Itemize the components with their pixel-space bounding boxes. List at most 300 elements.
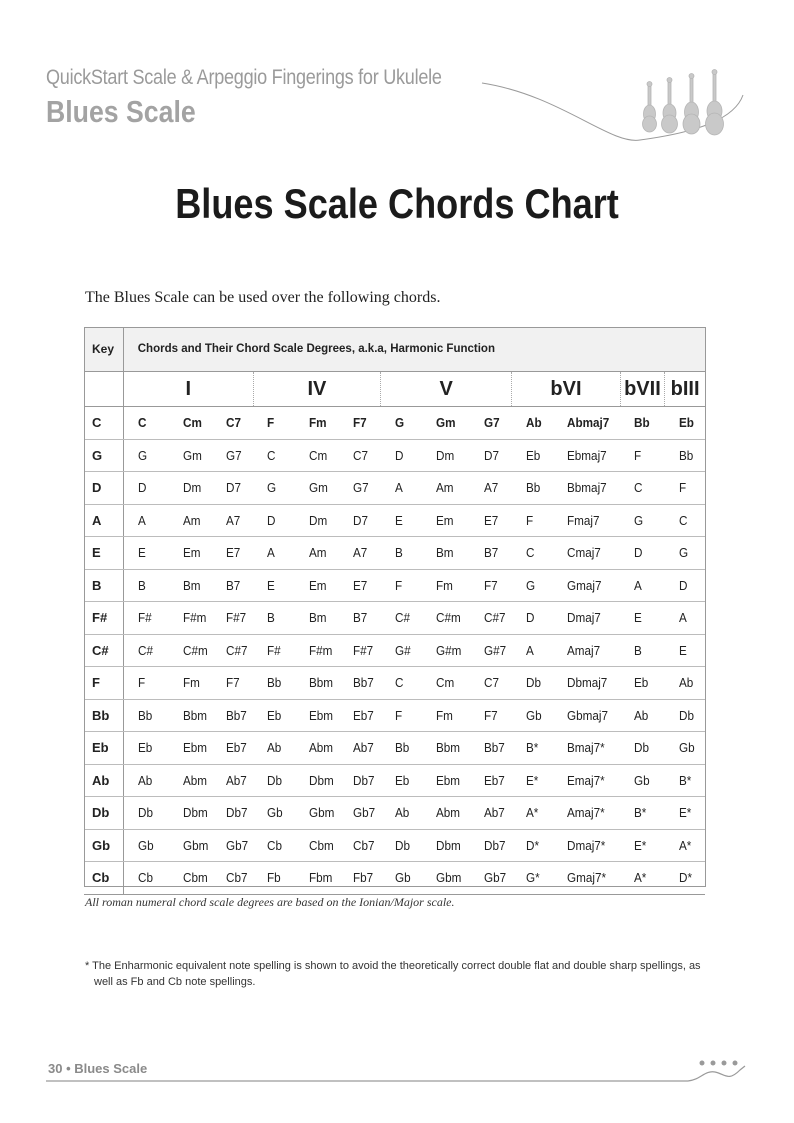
chord-cell: [470, 797, 511, 830]
chord-label: G#: [394, 642, 411, 658]
chord-cell: [339, 407, 380, 440]
chord-cell: [295, 407, 339, 440]
degree-label: V: [381, 372, 512, 407]
chord-cell: [422, 504, 471, 537]
ukulele-icons: [643, 70, 724, 136]
chord-label: Am: [435, 480, 454, 496]
chord-label: A7: [226, 512, 241, 528]
chord-cell: [422, 407, 471, 440]
chord-label: Abm: [182, 772, 207, 788]
chord-cell: [422, 602, 471, 635]
chord-cell: [381, 602, 422, 635]
chord-cell: [553, 797, 620, 830]
chord-label: B*: [525, 740, 539, 756]
chord-label: C#m: [182, 642, 208, 658]
table-row: [84, 407, 705, 440]
table-row: [84, 472, 705, 505]
chord-cell: [553, 699, 620, 732]
chord-cell: [553, 764, 620, 797]
chord-label: Gb: [137, 837, 154, 853]
chord-label: Ab: [525, 415, 542, 431]
chord-cell: [512, 634, 553, 667]
chord-label: Cb: [267, 837, 283, 853]
table-row: [84, 732, 705, 765]
chord-cell: [169, 602, 212, 635]
chord-label: Fm: [182, 675, 200, 691]
chord-label: Ab: [394, 805, 409, 821]
chord-cell: [665, 407, 705, 440]
chord-label: Fb: [267, 870, 282, 886]
chord-cell: [381, 797, 422, 830]
chord-cell: [422, 829, 471, 862]
chord-cell: [512, 537, 553, 570]
chord-cell: [381, 439, 422, 472]
chord-label: Db7: [226, 805, 248, 821]
chord-label: F7: [484, 577, 499, 593]
chord-cell: [123, 439, 168, 472]
chord-cell: [553, 472, 620, 505]
chord-label: Dbm: [182, 805, 208, 821]
chord-label: Ab7: [226, 772, 247, 788]
chord-label: G: [634, 512, 644, 528]
chord-cell: [620, 504, 664, 537]
intro-text: The Blues Scale can be used over the following chords.: [85, 289, 441, 306]
chord-label: Ab7: [353, 740, 374, 756]
chord-cell: [169, 504, 212, 537]
chord-cell: [381, 472, 422, 505]
chord-label: F#m: [308, 642, 333, 658]
chord-label: G: [394, 415, 404, 431]
chord-cell: [620, 537, 664, 570]
chord-cell: [422, 667, 471, 700]
chord-label: B: [137, 577, 146, 593]
row-key: Db: [84, 797, 123, 830]
chord-label: Db: [137, 805, 153, 821]
chord-label: Gbm: [182, 837, 209, 853]
chord-label: Eb: [678, 415, 694, 431]
chord-label: G#7: [484, 642, 507, 658]
chord-cell: [381, 732, 422, 765]
chord-label: Gmaj7*: [567, 870, 607, 886]
chord-cell: [295, 699, 339, 732]
chord-cell: [620, 862, 664, 895]
chord-label: A7: [484, 480, 499, 496]
chord-cell: [620, 764, 664, 797]
chord-label: Bb: [394, 740, 409, 756]
footer-page-label: 30 • Blues Scale: [48, 1061, 148, 1076]
table-row: [84, 829, 705, 862]
chord-label: Ebm: [182, 740, 207, 756]
chord-cell: [339, 829, 380, 862]
chord-cell: [123, 407, 168, 440]
chord-label: A: [137, 512, 146, 528]
table-row: [84, 699, 705, 732]
chord-cell: [620, 829, 664, 862]
chord-cell: [253, 699, 294, 732]
chord-cell: [253, 797, 294, 830]
chord-label: B7: [484, 545, 499, 561]
chord-label: Fmaj7: [567, 512, 600, 528]
chord-cell: [512, 699, 553, 732]
chord-cell: [422, 439, 471, 472]
swoosh-line: [482, 83, 743, 140]
chord-label: Abm: [308, 740, 333, 756]
chord-cell: [553, 602, 620, 635]
chord-label: Gm: [182, 447, 202, 463]
table-row: [84, 797, 705, 830]
chord-label: D: [678, 577, 688, 593]
degree-key-blank: [84, 372, 123, 407]
chord-cell: [665, 829, 705, 862]
chord-label: Fb7: [353, 870, 374, 886]
chord-label: Abm: [435, 805, 460, 821]
chord-cell: [665, 569, 705, 602]
chord-cell: [470, 569, 511, 602]
chord-label: C7: [226, 415, 242, 431]
chord-label: Ab7: [484, 805, 506, 821]
row-key: Eb: [84, 732, 123, 765]
chord-label: Db: [634, 740, 650, 756]
chord-label: Eb: [634, 675, 649, 691]
chord-label: B*: [678, 772, 691, 788]
chord-label: Db: [525, 675, 541, 691]
chord-cell: [295, 667, 339, 700]
chord-cell: [339, 602, 380, 635]
chord-label: Cb7: [353, 837, 375, 853]
row-key: Ab: [84, 764, 123, 797]
chord-cell: [339, 537, 380, 570]
chord-label: A: [267, 545, 276, 561]
chord-cell: [381, 862, 422, 895]
chord-cell: [553, 537, 620, 570]
chord-label: Ab: [678, 675, 693, 691]
chord-label: Db: [394, 837, 410, 853]
chord-cell: [381, 667, 422, 700]
chord-cell: [470, 407, 511, 440]
chord-label: D: [137, 480, 147, 496]
chord-cell: [553, 439, 620, 472]
chord-label: Cb: [137, 870, 153, 886]
chord-cell: [665, 732, 705, 765]
chord-cell: [212, 472, 253, 505]
chord-cell: [212, 504, 253, 537]
chord-cell: [620, 407, 664, 440]
chord-label: Gb: [267, 805, 284, 821]
chord-cell: [253, 472, 294, 505]
chord-cell: [212, 634, 253, 667]
chord-cell: [422, 699, 471, 732]
chord-label: C: [525, 545, 535, 561]
chord-cell: [212, 667, 253, 700]
chord-label: Db7: [484, 837, 506, 853]
row-key: F: [84, 667, 123, 700]
table-row: [84, 764, 705, 797]
chord-cell: [470, 764, 511, 797]
chord-cell: [123, 634, 168, 667]
chord-cell: [169, 569, 212, 602]
chord-label: Bb: [525, 480, 541, 496]
chord-label: F7: [484, 707, 499, 723]
chord-label: C: [678, 512, 688, 528]
chord-label: Db7: [353, 772, 375, 788]
row-key: B: [84, 569, 123, 602]
chord-label: Eb: [267, 707, 282, 723]
chord-cell: [295, 797, 339, 830]
chord-cell: [253, 504, 294, 537]
chord-label: E7: [226, 545, 241, 561]
row-key: Bb: [84, 699, 123, 732]
chord-cell: [422, 797, 471, 830]
table-row: [84, 634, 705, 667]
chord-cell: [123, 537, 168, 570]
chord-label: Db: [267, 772, 283, 788]
chord-label: F7: [226, 675, 240, 691]
chord-label: D*: [525, 837, 539, 853]
chord-cell: [665, 699, 705, 732]
chord-cell: [295, 602, 339, 635]
chapter-title: Blues Scale: [46, 94, 196, 129]
chord-label: A*: [678, 837, 691, 853]
chord-label: F: [394, 577, 402, 593]
chord-label: C: [634, 480, 643, 496]
table-row: [84, 537, 705, 570]
chord-cell: [665, 667, 705, 700]
chord-cell: [422, 569, 471, 602]
chord-label: Gb: [525, 707, 542, 723]
chord-label: A: [634, 577, 643, 593]
chord-cell: [123, 569, 168, 602]
chord-label: A: [394, 480, 403, 496]
chord-cell: [620, 439, 664, 472]
chord-cell: [295, 472, 339, 505]
chord-label: Eb7: [226, 740, 247, 756]
chord-cell: [381, 569, 422, 602]
chord-label: C#m: [435, 610, 461, 626]
chord-label: C#: [394, 610, 410, 626]
chord-label: G: [678, 545, 688, 561]
chord-label: F: [678, 480, 686, 496]
chord-label: Gm: [435, 415, 456, 431]
chord-cell: [470, 504, 511, 537]
chord-cell: [253, 439, 294, 472]
chord-label: G7: [226, 447, 242, 463]
chord-cell: [253, 569, 294, 602]
chord-cell: [169, 634, 212, 667]
table-caption: All roman numeral chord scale degrees are based on the Ionian/Major scale.: [85, 895, 455, 909]
chord-label: G: [137, 447, 147, 463]
chord-cell: [470, 732, 511, 765]
chord-label: C: [394, 675, 403, 691]
chord-cell: [620, 797, 664, 830]
chord-cell: [169, 439, 212, 472]
chord-label: Dbmaj7: [567, 675, 608, 691]
table-header-row: [84, 327, 705, 372]
chord-label: Eb: [137, 740, 153, 756]
chord-label: Fm: [308, 415, 327, 431]
chord-cell: [212, 602, 253, 635]
chord-cell: [253, 634, 294, 667]
chord-cell: [169, 732, 212, 765]
chord-label: Cm: [435, 675, 455, 691]
chord-cell: [253, 862, 294, 895]
chord-label: C: [267, 447, 276, 463]
chord-cell: [212, 407, 253, 440]
chord-label: E: [267, 577, 276, 593]
chord-cell: [665, 504, 705, 537]
chord-label: E7: [484, 512, 499, 528]
chord-cell: [381, 407, 422, 440]
chord-label: G: [525, 577, 535, 593]
chord-cell: [253, 667, 294, 700]
chord-label: A*: [634, 870, 647, 886]
chord-cell: [512, 472, 553, 505]
chord-label: F#7: [353, 642, 374, 658]
chord-label: F7: [353, 415, 367, 431]
chord-cell: [512, 504, 553, 537]
chord-cell: [620, 472, 664, 505]
chord-cell: [169, 699, 212, 732]
chord-label: B: [267, 610, 276, 626]
chord-cell: [470, 439, 511, 472]
chord-cell: [212, 764, 253, 797]
chord-label: Bm: [308, 610, 327, 626]
chord-label: Eb: [394, 772, 409, 788]
chord-label: Abmaj7: [567, 415, 610, 431]
chord-cell: [169, 764, 212, 797]
chord-label: A*: [525, 805, 539, 821]
chord-label: Ab: [634, 707, 649, 723]
chord-label: F: [394, 707, 402, 723]
chord-label: Bb: [678, 447, 693, 463]
footer-dots: [700, 1061, 738, 1066]
chord-label: Cbm: [308, 837, 334, 853]
chord-cell: [620, 667, 664, 700]
chord-cell: [422, 764, 471, 797]
chord-cell: [665, 472, 705, 505]
chord-cell: [470, 667, 511, 700]
chord-cell: [295, 764, 339, 797]
page-title: Blues Scale Chords Chart: [175, 180, 619, 227]
chord-cell: [123, 732, 168, 765]
chord-cell: [253, 732, 294, 765]
chord-label: C7: [484, 675, 500, 691]
chord-label: Dmaj7*: [567, 837, 606, 853]
chord-cell: [169, 407, 212, 440]
chord-cell: [553, 862, 620, 895]
chord-cell: [665, 764, 705, 797]
chord-cell: [422, 732, 471, 765]
chord-label: C7: [353, 447, 369, 463]
chord-label: E: [678, 642, 687, 658]
chord-cell: [169, 862, 212, 895]
chord-label: Emaj7*: [567, 772, 605, 788]
table-row: [84, 667, 705, 700]
chord-label: Dm: [308, 512, 327, 528]
chord-label: Bbm: [435, 740, 460, 756]
chord-label: Gmaj7: [567, 577, 602, 593]
degree-label: I: [123, 372, 253, 407]
chord-cell: [295, 634, 339, 667]
chord-cell: [339, 634, 380, 667]
chord-cell: [212, 797, 253, 830]
chord-label: Bb: [634, 415, 650, 431]
chord-label: Ab: [267, 740, 282, 756]
chord-label: Am: [308, 545, 327, 561]
chord-cell: [295, 569, 339, 602]
chord-label: Dm: [435, 447, 455, 463]
row-key: C: [84, 407, 123, 440]
chord-label: E7: [353, 577, 368, 593]
chord-label: Dbm: [308, 772, 334, 788]
chord-label: G: [267, 480, 277, 496]
chord-cell: [422, 634, 471, 667]
chord-cell: [470, 699, 511, 732]
chord-label: Bbm: [182, 707, 207, 723]
chord-cell: [512, 764, 553, 797]
chord-label: Bb: [267, 675, 282, 691]
chord-cell: [470, 472, 511, 505]
chord-label: Gbm: [435, 870, 462, 886]
chord-label: Bm: [182, 577, 201, 593]
chord-label: Eb7: [353, 707, 374, 723]
chord-label: D7: [353, 512, 369, 528]
chord-cell: [422, 537, 471, 570]
chord-cell: [470, 634, 511, 667]
chord-label: Gbm: [308, 805, 335, 821]
chord-label: Gb: [634, 772, 650, 788]
chord-label: Gm: [308, 480, 328, 496]
chord-cell: [512, 732, 553, 765]
chord-cell: [212, 439, 253, 472]
chord-cell: [620, 732, 664, 765]
chord-label: Ebm: [435, 772, 460, 788]
row-key: Gb: [84, 829, 123, 862]
chord-label: Em: [308, 577, 327, 593]
chord-label: C#7: [226, 642, 248, 658]
chord-label: Amaj7: [567, 642, 601, 658]
chord-cell: [339, 569, 380, 602]
chord-cell: [123, 862, 168, 895]
table-row: [84, 439, 705, 472]
chord-cell: [553, 569, 620, 602]
table-row: [84, 569, 705, 602]
chord-cell: [169, 667, 212, 700]
chord-cell: [339, 862, 380, 895]
chord-label: F: [525, 512, 533, 528]
chord-cell: [339, 699, 380, 732]
degree-row: [84, 372, 705, 407]
chord-label: Bb: [137, 707, 153, 723]
chord-cell: [169, 829, 212, 862]
chord-cell: [470, 537, 511, 570]
table-row: [84, 602, 705, 635]
chord-cell: [512, 829, 553, 862]
chord-label: Dm: [182, 480, 201, 496]
row-key: E: [84, 537, 123, 570]
chord-label: E*: [678, 805, 691, 821]
chord-cell: [620, 634, 664, 667]
chord-label: B*: [634, 805, 647, 821]
chord-cell: [381, 829, 422, 862]
chord-cell: [553, 407, 620, 440]
chord-cell: [123, 797, 168, 830]
chord-label: Gb7: [484, 870, 507, 886]
chord-label: G#m: [435, 642, 462, 658]
chord-cell: [512, 407, 553, 440]
chord-label: Eb: [525, 447, 541, 463]
chord-label: F: [267, 415, 275, 431]
chord-cell: [253, 407, 294, 440]
